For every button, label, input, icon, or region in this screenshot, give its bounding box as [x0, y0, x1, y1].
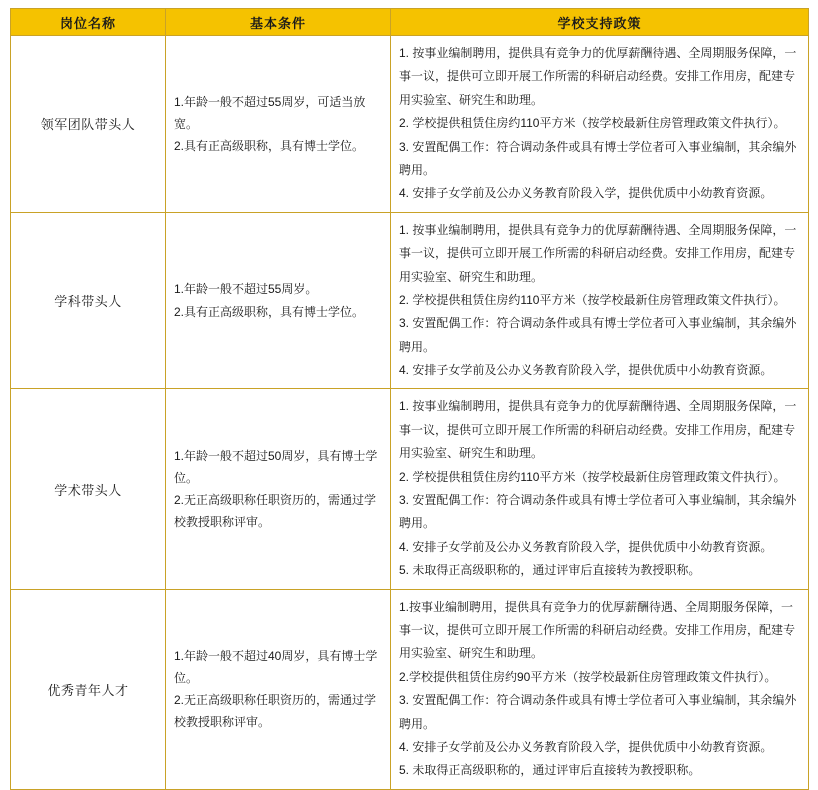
talent-policy-table	[10, 8, 809, 790]
table-body	[11, 36, 809, 790]
policy-line: 2. 学校提供租赁住房约110平方米（按学校最新住房管理政策文件执行）。	[399, 116, 786, 131]
policy-line: 3. 安置配偶工作：符合调动条件或具有博士学位者可入事业编制，其余编外聘用。	[399, 493, 797, 531]
condition-line: 1.年龄一般不超过55周岁。	[174, 282, 318, 297]
policy-line: 2.学校提供租赁住房约90平方米（按学校最新住房管理政策文件执行）。	[399, 669, 777, 684]
policy-line: 1. 按事业编制聘用，提供具有竞争力的优厚薪酬待遇、全周期服务保障，一事一议，提供可立即开展工作所需的科研启动经费。安排工作用房，配建专用实验室、研究生和助理。	[399, 399, 797, 461]
condition-line: 2.无正高级职称任职资历的，需通过学校教授职称评审。	[174, 493, 377, 530]
header-cell-post: 岗位名称	[11, 9, 166, 36]
cell-conditions	[166, 212, 391, 389]
cell-policies	[391, 389, 809, 589]
cell-post: 优秀青年人才	[11, 589, 166, 789]
policy-line: 4. 安排子女学前及公办义务教育阶段入学，提供优质中小幼教育资源。	[399, 539, 773, 554]
policy-line: 4. 安排子女学前及公办义务教育阶段入学，提供优质中小幼教育资源。	[399, 739, 773, 754]
policy-line: 1.按事业编制聘用，提供具有竞争力的优厚薪酬待遇、全周期服务保障，一事一议，提供可立即开展工作所需的科研启动经费。安排工作用房，配建专用实验室、研究生和助理。	[399, 599, 796, 661]
table-row	[11, 36, 809, 213]
cell-policies	[391, 589, 809, 789]
cell-policies	[391, 36, 809, 213]
policy-line: 1. 按事业编制聘用，提供具有竞争力的优厚薪酬待遇、全周期服务保障，一事一议，提供可立即开展工作所需的科研启动经费。安排工作用房，配建专用实验室、研究生和助理。	[399, 222, 797, 284]
condition-line: 2.具有正高级职称，具有博士学位。	[174, 138, 365, 153]
condition-line: 2.具有正高级职称，具有博士学位。	[174, 304, 365, 319]
header-cell-conditions: 基本条件	[166, 9, 391, 36]
cell-post: 学科带头人	[11, 212, 166, 389]
policy-line: 3. 安置配偶工作：符合调动条件或具有博士学位者可入事业编制，其余编外聘用。	[399, 139, 797, 177]
condition-line: 1.年龄一般不超过55周岁，可适当放宽。	[174, 94, 366, 131]
policy-line: 2. 学校提供租赁住房约110平方米（按学校最新住房管理政策文件执行）。	[399, 292, 786, 307]
cell-conditions	[166, 36, 391, 213]
table-row	[11, 389, 809, 589]
policy-line: 3. 安置配偶工作：符合调动条件或具有博士学位者可入事业编制，其余编外聘用。	[399, 693, 797, 731]
policy-line: 5. 未取得正高级职称的，通过评审后直接转为教授职称。	[399, 563, 701, 578]
cell-post: 学术带头人	[11, 389, 166, 589]
policy-line: 5. 未取得正高级职称的，通过评审后直接转为教授职称。	[399, 763, 701, 778]
policy-line: 2. 学校提供租赁住房约110平方米（按学校最新住房管理政策文件执行）。	[399, 469, 786, 484]
condition-line: 1.年龄一般不超过40周岁，具有博士学位。	[174, 648, 378, 685]
table-header	[11, 9, 809, 36]
policy-line: 4. 安排子女学前及公办义务教育阶段入学，提供优质中小幼教育资源。	[399, 363, 773, 378]
policy-line: 1. 按事业编制聘用，提供具有竞争力的优厚薪酬待遇、全周期服务保障，一事一议，提供可立即开展工作所需的科研启动经费。安排工作用房，配建专用实验室、研究生和助理。	[399, 46, 797, 107]
header-cell-policies: 学校支持政策	[391, 9, 809, 36]
policy-line: 4. 安排子女学前及公办义务教育阶段入学，提供优质中小幼教育资源。	[399, 186, 773, 201]
condition-line: 2.无正高级职称任职资历的，需通过学校教授职称评审。	[174, 693, 377, 730]
condition-line: 1.年龄一般不超过50周岁，具有博士学位。	[174, 448, 378, 485]
policy-line: 3. 安置配偶工作：符合调动条件或具有博士学位者可入事业编制，其余编外聘用。	[399, 316, 797, 354]
header-row	[11, 9, 809, 36]
cell-policies	[391, 212, 809, 389]
table-row	[11, 212, 809, 389]
table-row	[11, 589, 809, 789]
cell-conditions	[166, 589, 391, 789]
cell-post: 领军团队带头人	[11, 36, 166, 213]
cell-conditions	[166, 389, 391, 589]
